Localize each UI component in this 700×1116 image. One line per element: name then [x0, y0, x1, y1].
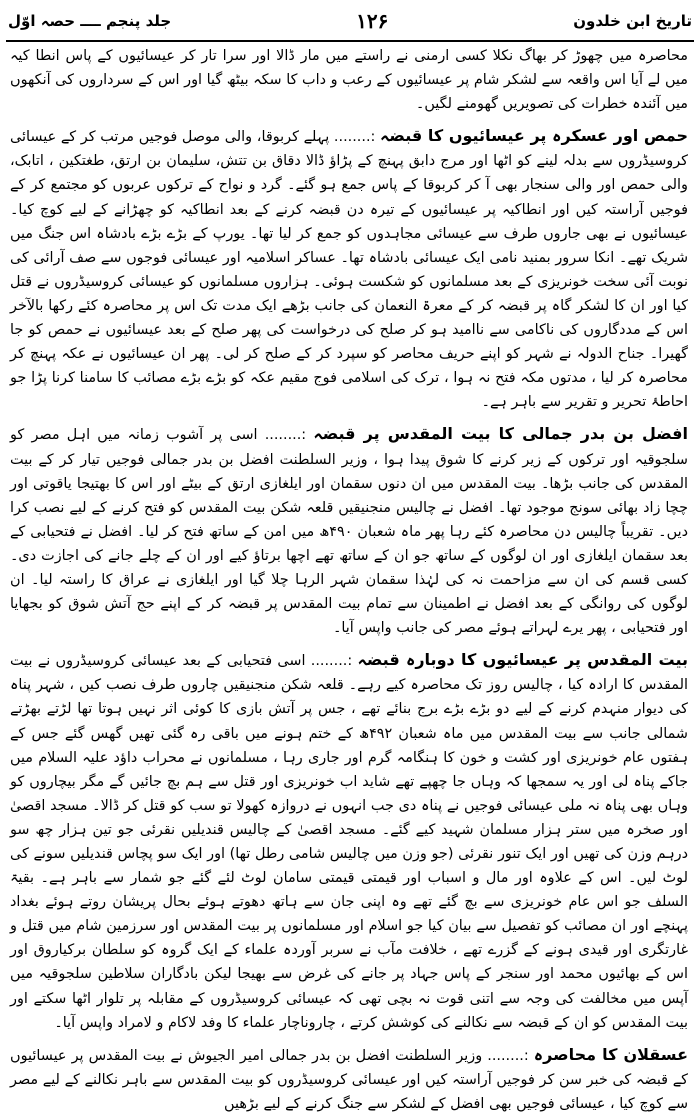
paragraph-3 [10, 422, 688, 640]
paragraph-text: اسی پر آشوب زمانہ میں اہل مصر کو سلجوقیہ اور ترکوں کے زیر کرنے کا شوق پیدا ہوا ، وزیر السلطنت افضل بن بدر جمالی فوجیں تیار کر کے بیت المقدس کی جانب بڑھا۔ بیت المقدس میں ان دنوں سقمان اور ایلغازی ارتق کے بیٹے اور اس کا بھتیجا یاقوتی اور چچا زاد بھائی سونج موجود تھا۔ افضل نے چالیس منجنیقیں قلعہ شکن بیت المقدس کو فتح کرنے کے لیے نصب کرا دیں۔ تقریباً چالیس دن محاصرہ کئے رہا پھر ماہ شعبان ۴۹۰ھ میں امن کے ساتھ فتح کر لیا۔ افضل نے فتحیابی کے بعد سقمان ایلغازی اور ان لوگوں کے ساتھ جو ان کے ساتھ تھے اچھا برتاؤ کیے اور ان کے چلے جانے کی اجازت دی۔ کسی قسم کی ان سے مزاحمت نہ کی لہٰذا سقمان شہر الرہا چلا گیا اور ایلغازی نے عراق کا راستہ لیا۔ ان لوگوں کی روانگی کے بعد افضل نے اطمینان سے تمام بیت المقدس پر قبضہ کر کے اپنے حج آتش شوق کو بجھایا اور فتحیابی ، پھر یرے لہراتے ہوئے مصر کی جانب واپس آیا۔ [10, 427, 688, 637]
paragraph-text: اسی فتحیابی کے بعد عیسائی کروسیڈروں نے بیت المقدس کا ارادہ کیا ، چالیس روز تک محاصرہ کیے رہے۔ قلعہ شکن منجنیقیں چاروں طرف نصب کیں ، شہر پناہ کی دیوار منہدم کرنے کے لیے دو بڑے بڑے برج بنائے تھے ، جس پر آتش بازی کا کوئی اثر نہیں ہوتا تھا لڑتے بھڑتے شمالی جانب سے بیت المقدس میں ماہ شعبان ۴۹۲ھ کے ختم ہونے میں باقی رہ گئی تھیں گھس گئے جس کے ہفتوں عام خونریزی اور کشت و خون کا ہنگامہ گرم اور جاری رہا ، مسلمانوں نے محراب داؤد علیہ السلام میں جاکے پناہ لی اور یہ سمجھا کہ وہاں جا چھپے تھے شاید اب خونریزی اور قتل سے ہم بچ جائیں گے مگر بیچاروں کو وہاں بھی پناہ نہ ملی عیسائی فوجیں نے پناہ دی جب انہوں نے دروازہ کھولا تو سب کو قتل کر ڈالا۔ مسجد اقصیٰ اور صخرہ میں ستر ہزار مسلمان شہید کیے گئے۔ مسجد اقصیٰ کے چالیس قندیلیں نقرئی جو تین ہزار چھ سو درہم وزن کی تھیں اور ایک تنور نقرئی (جو وزن میں چالیس شامی رطل تھا) اور ایک سو پچاس قندیلیں سونے کی لوٹ لیں۔ اس کے علاوہ اور مال و اسباب اور قیمتی قیمتی سامان لوٹ لئے گئے جو شمار سے باہر ہے۔ بقیۃ السلف جو اس عام خونریزی سے بچ گئے تھے وہ اپنی جان سے ہاتھ دھوتے ہوئے بحال پریشان روتے ہوئے بغداد پہنچے اور ان مصائب کو تفصیل سے بیان کیا جو اسلام اور مسلمانوں پر بیت المقدس اور سرزمین شام میں قتل و غارتگری اور قیدی ہونے کے گزرے تھے ، خلافت مآب نے سربر آوردہ علماء کے ایک گروہ کو سلطان برکیاروق اور اس کے بھائیوں محمد اور سنجر کے پاس جہاد پر جانے کی غرض سے بھیجا لیکن بادگاران سلاطین سلجوقیہ میں آپس میں مخالفت کی وجہ سے اتنی قوت نہ بچی تھی کہ عیسائی کروسیڈروں کے مقابلہ پر تلوار اٹھا سکتے اور بیت المقدس کو ان کے قبضہ سے نکالنے کی کوشش کرتے ، چاروناچار علماء کا وفد لاکام و لامراد واپس آیا۔ [10, 653, 688, 1031]
paragraph-text: محاصرہ میں چھوڑ کر بھاگ نکلا کسی ارمنی نے راستے میں مار ڈالا اور سرا تار کر عیسائیوں کے پاس انطا کیہ میں لے آیا اس واقعہ سے لشکر شام پر عیسائیوں کے رعب و داب کا سکہ بیٹھ گیا اور اس کے سرداروں کی آنکھوں میں آئندہ خطرات کی تصویریں گھومنے لگیں۔ [10, 48, 688, 113]
paragraph-2 [10, 124, 688, 414]
section-heading: بیت المقدس پر عیسائیوں کا دوبارہ قبضہ [357, 650, 689, 670]
paragraph-5 [10, 1043, 688, 1116]
heading-separator: :........ [329, 129, 381, 146]
book-title: تاریخ ابن خلدون [573, 12, 692, 30]
heading-separator: :........ [257, 427, 314, 444]
volume-label: جلد پنجم ــــ حصہ اوّل [8, 12, 172, 30]
heading-separator: :........ [305, 653, 358, 670]
section-heading: حمص اور عسکرہ پر عیسائیوں کا قبضہ [380, 126, 689, 146]
paragraph-1 [10, 44, 688, 116]
paragraph-text: پہلے کربوقا، والی موصل فوجیں مرتب کر کے عیسائی کروسیڈروں سے بدلہ لینے کو اٹھا اور مرج دابق پہنچ کے پڑاؤ ڈالا دقاق بن تتش، سلیمان بن ارتق، طغتکین ، اتابک، والی حمص اور والی سنجار بھی آ کر کربوقا کے پاس جمع ہو گئے۔ گرد و نواح کے ترکوں عربوں کو مجتمع کر کے فوجیں آراستہ کیں اور انطاکیہ پر عیسائیوں کے تیرہ دن قبضہ کرنے کے بعد انطاکیہ کو چھڑانے کے لیے کوچ کیا۔ عیسائیوں نے بھی جاروں طرف سے عیسائی مجاہدوں کو جمع کر لیا تھا۔ یورپ کے بڑے بڑے بادشاہ اس جنگ میں شریک تھے۔ انکا سرور بمنید نامی ایک عیسائی بادشاہ تھا۔ عساکر اسلامیہ اور عیسائی فوجوں سے صف آرائی کی نوبت آئی سخت خونریزی کے بعد مسلمانوں کو شکست ہوئی۔ ہزاروں مسلمانوں کو عیسائی کروسیڈروں نے قتل کیا اور ان کا لشکر گاہ پر قبضہ کر کے معرۃ النعمان کی جانب بڑھے ایک مدت تک اس پر محاصرہ کئے رکھا بالآخر اس کے مددگاروں کی ناکامی سے ناامید ہو کر صلح کی درخواست کی پھر صلح کے بعد عیسائیوں نے حمص کو جا گھیرا۔ جناح الدولہ نے شہر کو اپنے حریف محاصر کو سپرد کر کے صلح کر لی۔ پھر ان عیسائیوں نے عکہ پہنچ کر محاصرہ کر لیا ، مدتوں مکہ فتح نہ ہوا ، ترک کی اسلامی فوج مقیم عکہ کو بڑے بڑے مصائب کا سامنا کرنا پڑا جو احاطۂ تحریر و تقریر سے باہر ہے۔ [10, 129, 688, 411]
section-heading: افضل بن بدر جمالی کا بیت المقدس پر قبضہ [313, 424, 689, 444]
page-number: ۱۲۶ [356, 9, 389, 33]
header-rule [6, 40, 694, 42]
paragraph-text: وزیر السلطنت افضل بن بدر جمالی امیر الجیوش نے بیت المقدس پر عیسائیوں کے قبضہ کی خبر سن کر فوجیں آراستہ کیں اور عیسائی کروسیڈروں کو بیت المقدس سے باہر نکالنے کے لیے مصر سے کوچ کیا ، عیسائی فوجیں بھی افضل کے لشکر سے جنگ کرنے کے لیے بڑھیں [10, 1047, 688, 1112]
running-header [8, 4, 692, 38]
section-heading: عسقلان کا محاصرہ [533, 1044, 689, 1064]
heading-separator: :........ [482, 1047, 534, 1064]
page-body [10, 44, 689, 1112]
paragraph-4 [10, 648, 688, 1035]
